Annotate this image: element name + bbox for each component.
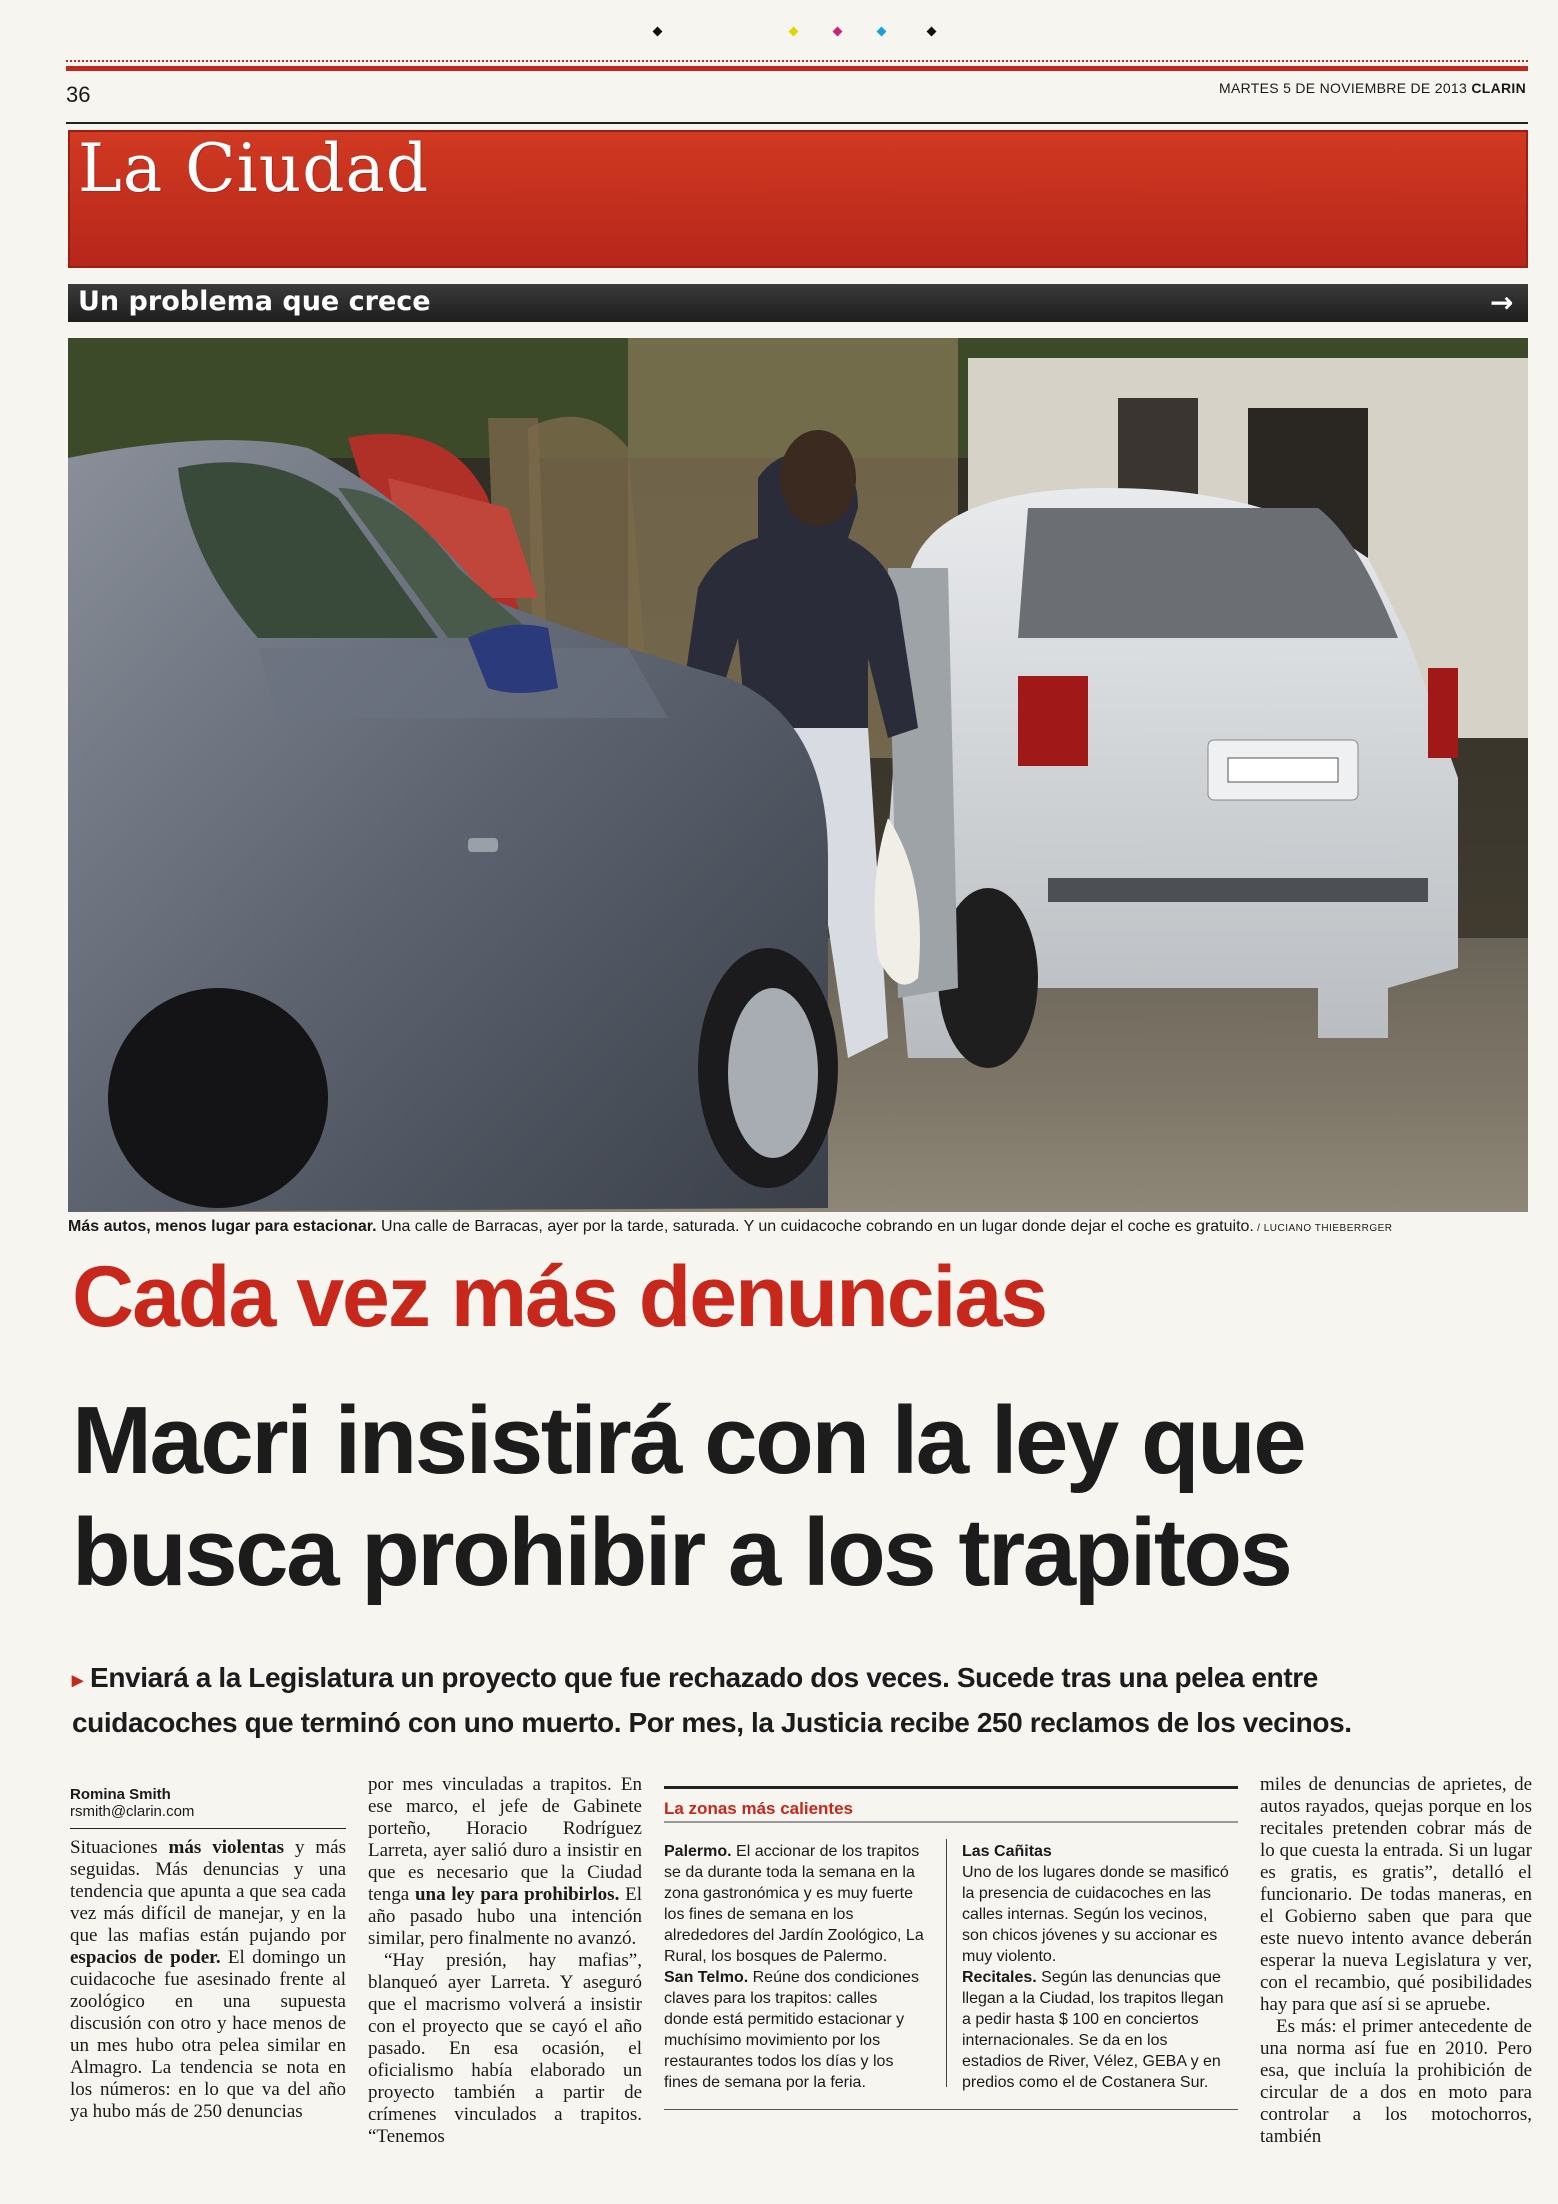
text-run-bold: espacios de poder. bbox=[70, 1947, 221, 1968]
zone-las-canitas bbox=[962, 1841, 1230, 1967]
registration-mark bbox=[653, 27, 663, 37]
column-2-paragraph-2: “Hay presión, hay mafias”, blanqueó ayer Larreta. Y aseguró que el macrismo volverá a insistir con el proyecto que se cayó el año pasado. En esa ocasión, el oficialismo había elaborado un proyecto también a partir de crímenes vinculados a trapitos. “Tenemos bbox=[368, 1950, 642, 2147]
headline-line-1: Macri insistirá con la ley que bbox=[72, 1387, 1305, 1494]
registration-mark bbox=[927, 27, 937, 37]
box-column-right bbox=[962, 1841, 1230, 2093]
caption-text: Una calle de Barracas, ayer por la tarde, saturada. Y un cuidacoche cobrando en un lugar donde dejar el coche es gratuito. bbox=[376, 1218, 1254, 1235]
text-run: por mes vinculadas a trapitos. En ese marco, el jefe de Gabinete porteño, Horacio Rodríguez Larreta, ayer salió duro a insistir en que es necesario que la Ciudad tenga bbox=[368, 1774, 642, 1905]
zone-text: Reúne dos condiciones claves para los trapitos: calles donde está permitido estacionar y muchísimo movimiento por los restaurantes todos los días y los fines de semana por la feria. bbox=[664, 1969, 919, 2091]
zone-label: Recitales. bbox=[962, 1969, 1037, 1986]
box-divider bbox=[946, 1839, 947, 2087]
page-number: 36 bbox=[66, 82, 91, 107]
deck-subheadline bbox=[72, 1656, 1532, 1744]
zone-label: Las Cañitas bbox=[962, 1843, 1052, 1860]
news-photo bbox=[68, 338, 1528, 1212]
text-run: Situaciones bbox=[70, 1837, 169, 1858]
photo-credit: / LUCIANO THIEBERRGER bbox=[1253, 1223, 1393, 1234]
caption-lead: Más autos, menos lugar para estacionar. bbox=[68, 1218, 377, 1235]
kicker-text: Un problema que crece bbox=[78, 286, 431, 317]
triangle-bullet-icon: ▸ bbox=[72, 1667, 83, 1692]
column-5-paragraph-1: miles de denuncias de aprietes, de autos rayados, quejas porque en los recitales pretenden cobrar más de lo que cuesta la entrada. Si un lugar es gratis, es gratis”, detalló el funcionario. De todas maneras, en el Gobierno saben que para que este nuevo intento avance deberán esperar la nueva Legislatura y ver, con el recambio, qué posibilidades hay para que así si se apruebe. bbox=[1260, 1774, 1532, 2015]
folio-date: MARTES 5 DE NOVIEMBRE DE 2013 bbox=[1219, 80, 1468, 96]
print-registration-marks bbox=[640, 24, 940, 38]
section-title: La Ciudad bbox=[78, 130, 430, 207]
box-title: La zonas más calientes bbox=[664, 1799, 1238, 1823]
arrow-right-icon: → bbox=[1490, 286, 1514, 319]
zone-label: Palermo. bbox=[664, 1843, 732, 1860]
box-column-left bbox=[664, 1841, 926, 2093]
column-5-paragraph-2: Es más: el primer antecedente de una norma así fue en 2010. Pero esa, que incluía la prohibición de circular de a dos en moto para controlar a los motochorros, también bbox=[1260, 2016, 1532, 2147]
headline-line-2: busca prohibir a los trapitos bbox=[72, 1499, 1291, 1606]
top-dotted-rule bbox=[66, 60, 1528, 62]
author-name: Romina Smith bbox=[70, 1786, 171, 1803]
header-rule bbox=[66, 122, 1528, 124]
text-run: El domingo un cuidacoche fue asesinado frente al zoológico en una supuesta discusión con otro y hace menos de un mes hubo otra pelea similar en Almagro. La tendencia se nota en los números: en lo que va del año ya hubo más de 250 denuncias bbox=[70, 1947, 346, 2122]
zone-label: San Telmo. bbox=[664, 1969, 749, 1986]
zone-san-telmo bbox=[664, 1967, 926, 2093]
text-run: El año pasado hubo una intención similar, pero finalmente no avanzó. bbox=[368, 1884, 642, 1949]
author-email: rsmith@clarin.com bbox=[70, 1803, 346, 1829]
text-run: y más seguidas. Más denuncias y una tendencia que apunta a que sea cada vez más difícil de manejar, y en la que las mafias están pujando por bbox=[70, 1837, 346, 1946]
column-2-paragraph-1 bbox=[368, 1774, 642, 1950]
photo-caption bbox=[68, 1218, 1528, 1236]
text-run-bold: más violentas bbox=[168, 1837, 284, 1858]
folio-line bbox=[1219, 80, 1526, 96]
article-column-5 bbox=[1260, 1774, 1532, 2148]
zone-text: Según las denuncias que llegan a la Ciudad, los trapitos llegan a pedir hasta $ 100 en conciertos internacionales. Se da en los estadios de River, Vélez, GEBA y en predios como el de Costanera Sur. bbox=[962, 1969, 1224, 2091]
zone-text: Uno de los lugares donde se masificó la presencia de cuidacoches en las calles internas. Según los vecinos, son chicos jóvenes y su accionar es muy violento. bbox=[962, 1864, 1229, 1965]
zone-text: El accionar de los trapitos se da durante toda la semana en la zona gastronómica y es muy fuerte los fines de semana en los alrededores del Jardín Zoológico, La Rural, los bosques de Palermo. bbox=[664, 1843, 924, 1965]
deck-line-1: Enviará a la Legislatura un proyecto que fue rechazado dos veces. Sucede tras una pelea entre bbox=[90, 1662, 1318, 1693]
registration-mark bbox=[833, 27, 843, 37]
deck-line-2: cuidacoches que terminó con uno muerto. Por mes, la Justicia recibe 250 reclamos de los vecinos. bbox=[72, 1707, 1352, 1738]
zone-palermo bbox=[664, 1841, 926, 1967]
registration-mark bbox=[789, 27, 799, 37]
registration-mark bbox=[877, 27, 887, 37]
top-red-rule bbox=[66, 66, 1528, 71]
column-1-paragraph bbox=[70, 1837, 346, 2123]
text-run-bold: una ley para prohibirlos. bbox=[414, 1884, 620, 1905]
overline-headline: Cada vez más denuncias bbox=[72, 1249, 1047, 1345]
folio-newspaper: CLARIN bbox=[1471, 80, 1526, 96]
article-column-1 bbox=[70, 1786, 346, 2123]
zone-recitales bbox=[962, 1967, 1230, 2093]
article-column-2 bbox=[368, 1774, 642, 2148]
main-headline bbox=[72, 1385, 1542, 1609]
hot-zones-box bbox=[664, 1786, 1238, 2110]
